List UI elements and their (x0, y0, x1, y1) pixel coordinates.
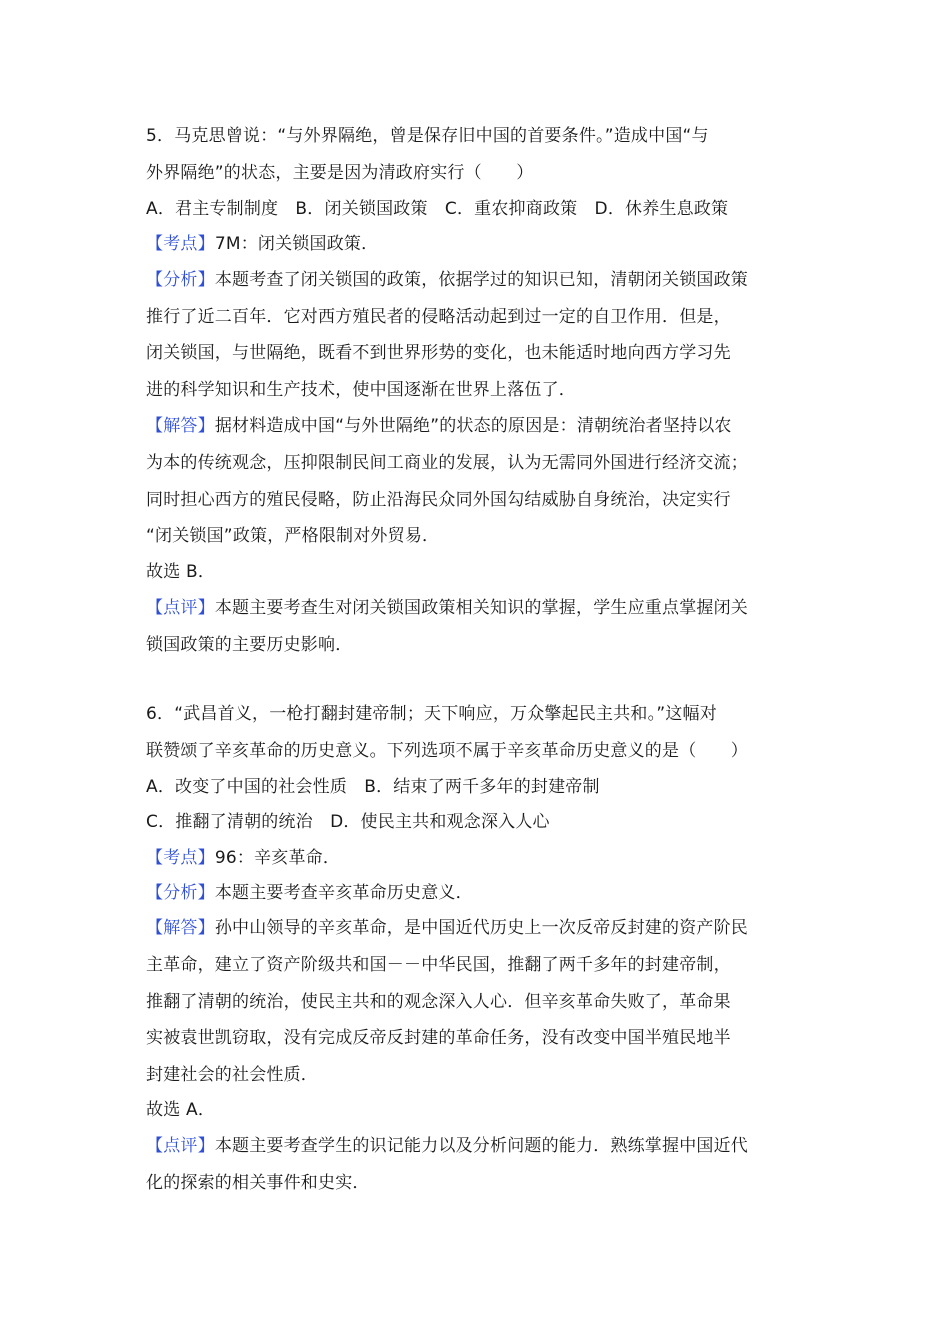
q5-answer: 故选 B． (146, 562, 216, 582)
q5-kaodian (146, 232, 378, 256)
q5-jieda-line-3: 同时担心西方的殖民侵略，防止沿海民众同外国勾结威胁自身统治，决定实行 (146, 490, 731, 510)
q6-options-line-2: C．推翻了清朝的统治 D．使民主共和观念深入人心 (146, 812, 550, 832)
q6-fenxi (146, 881, 473, 905)
kaodian-text: 7M：闭关锁国政策． (214, 234, 379, 254)
q5-fenxi-line-1 (146, 268, 748, 292)
jieda-label: 【解答】 (146, 416, 215, 436)
fenxi-label: 【分析】 (146, 883, 215, 903)
q5-options: A．君主专制制度 B．闭关锁国政策 C．重农抑商政策 D．休养生息政策 (146, 199, 729, 219)
kaodian-text: 96：辛亥革命． (214, 848, 341, 868)
dianping-label: 【点评】 (146, 598, 215, 618)
q6-jieda-line-1 (146, 916, 748, 940)
dianping-label: 【点评】 (146, 1136, 215, 1156)
q5-stem-line-2: 外界隔绝”的状态，主要是因为清政府实行（ ） (146, 163, 534, 183)
q5-fenxi-line-4: 进的科学知识和生产技术，使中国逐渐在世界上落伍了． (146, 380, 576, 400)
q5-jieda-line-4: “闭关锁国”政策，严格限制对外贸易． (146, 526, 440, 546)
kaodian-label: 【考点】 (146, 234, 215, 254)
jieda-text: 孙中山领导的辛亥革命，是中国近代历史上一次反帝反封建的资产阶民 (214, 918, 749, 938)
q6-jieda-line-3: 推翻了清朝的统治，使民主共和的观念深入人心．但辛亥革命失败了，革命果 (146, 992, 731, 1012)
q5-dianping-line-1 (146, 596, 748, 620)
jieda-label: 【解答】 (146, 918, 215, 938)
fenxi-label: 【分析】 (146, 270, 215, 290)
q6-kaodian (146, 846, 340, 870)
fenxi-text: 本题主要考查辛亥革命历史意义． (214, 883, 473, 903)
q6-jieda-line-2: 主革命，建立了资产阶级共和国－－中华民国，推翻了两千多年的封建帝制， (146, 955, 731, 975)
kaodian-label: 【考点】 (146, 848, 215, 868)
q6-jieda-line-4: 实被袁世凯窃取，没有完成反帝反封建的革命任务，没有改变中国半殖民地半 (146, 1028, 731, 1048)
q5-fenxi-line-3: 闭关锁国，与世隔绝，既看不到世界形势的变化，也未能适时地向西方学习先 (146, 343, 731, 363)
q6-answer: 故选 A． (146, 1100, 216, 1120)
q6-options-line-1: A．改变了中国的社会性质 B．结束了两千多年的封建帝制 (146, 777, 600, 797)
q5-dianping-line-2: 锁国政策的主要历史影响． (146, 635, 353, 655)
jieda-text: 据材料造成中国“与外世隔绝”的状态的原因是：清朝统治者坚持以农 (214, 416, 732, 436)
dianping-text: 本题主要考查生对闭关锁国政策相关知识的掌握，学生应重点掌握闭关 (214, 598, 749, 618)
q6-dianping-line-2: 化的探索的相关事件和史实． (146, 1173, 370, 1193)
q6-jieda-line-5: 封建社会的社会性质． (146, 1065, 318, 1085)
q5-jieda-line-1 (146, 414, 732, 438)
q6-dianping-line-1 (146, 1134, 748, 1158)
q5-stem-line-1: 5．马克思曾说：“与外界隔绝，曾是保存旧中国的首要条件。”造成中国“与 (146, 126, 709, 146)
q6-stem-line-1: 6．“武昌首义，一枪打翻封建帝制；天下响应，万众擎起民主共和。”这幅对 (146, 704, 717, 724)
q6-stem-line-2: 联赞颂了辛亥革命的历史意义。下列选项不属于辛亥革命历史意义的是（ ） (146, 741, 748, 761)
dianping-text: 本题主要考查学生的识记能力以及分析问题的能力．熟练掌握中国近代 (214, 1136, 749, 1156)
fenxi-text: 本题考查了闭关锁国的政策，依据学过的知识已知，清朝闭关锁国政策 (214, 270, 749, 290)
q5-jieda-line-2: 为本的传统观念，压抑限制民间工商业的发展，认为无需同外国进行经济交流； (146, 453, 748, 473)
q5-fenxi-line-2: 推行了近二百年．它对西方殖民者的侵略活动起到过一定的自卫作用．但是， (146, 307, 731, 327)
